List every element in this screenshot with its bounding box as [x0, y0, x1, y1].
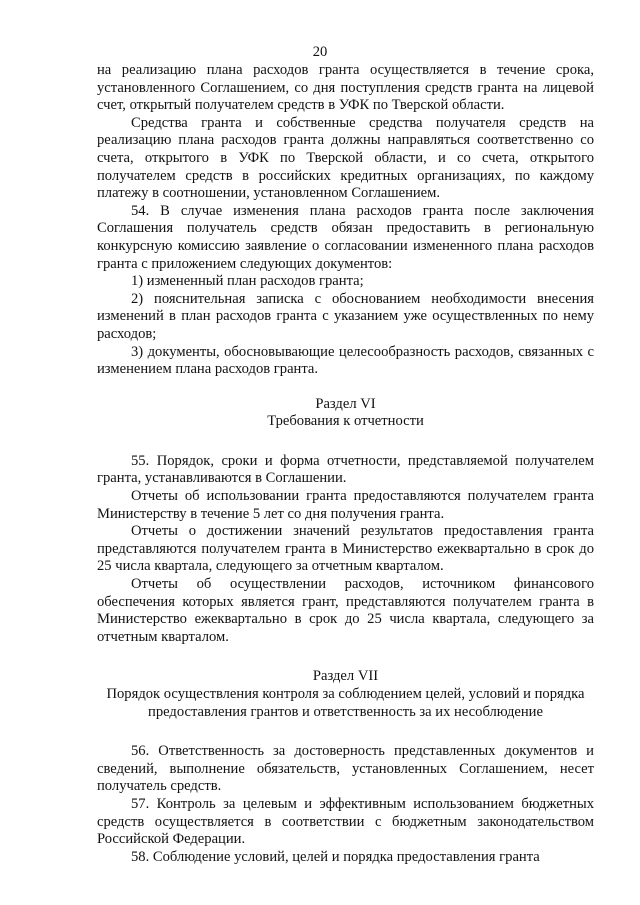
section-7-number: Раздел VII	[312, 668, 379, 685]
paragraph-item-55: 55. Порядок, сроки и форма отчетности, представляемой получателем гранта, устанавливаются в Соглашении.	[97, 452, 594, 487]
list-item-3: 3) документы, обосновывающие целесообразность расходов, связанных с изменением плана расходов гранта.	[97, 343, 594, 378]
page-body	[97, 62, 594, 866]
paragraph-item-54: 54. В случае изменения плана расходов гранта после заключения Соглашения получатель средств обязан предоставить в региональную конкурсную комиссию заявление о согласовании измененного плана расходов гранта с приложением следующих документов:	[97, 202, 594, 272]
paragraph-item-57: 57. Контроль за целевым и эффективным использованием бюджетных средств осуществляется в соответствии с бюджетным законодательством Российской Федерации.	[97, 795, 594, 848]
section-6-title: Требования к отчетности	[267, 413, 424, 430]
section-7-title-line-1: Порядок осуществления контроля за соблюдением целей, условий и порядка	[106, 686, 585, 702]
paragraph-item-58: 58. Соблюдение условий, целей и порядка предоставления гранта	[131, 848, 540, 865]
paragraph-reports-expenses: Отчеты об осуществлении расходов, источником финансового обеспечения которых является грант, представляются получателем гранта в Министерство ежеквартально в срок до 25 числа квартала, следующего за отчетным кварталом.	[97, 576, 594, 645]
paragraph-reports-usage: Отчеты об использовании гранта предоставляются получателем гранта Министерству в течение 5 лет со дня получения гранта.	[97, 488, 594, 522]
section-7-title-line-2: предоставления грантов и ответственность за их несоблюдение	[148, 703, 543, 720]
paragraph-reports-results: Отчеты о достижении значений результатов предоставления гранта представляются получателем гранта в Министерство ежеквартально в срок до 25 числа квартала, следующего за отчетным кварталом.	[97, 523, 594, 575]
list-item-1: 1) измененный план расходов гранта;	[131, 273, 364, 290]
page-number: 20	[312, 44, 328, 60]
list-item-2: 2) пояснительная записка с обоснованием необходимости внесения изменений в план расходов гранта с указанием уже осуществленных по нему расходов;	[97, 290, 594, 342]
paragraph-item-56: 56. Ответственность за достоверность представленных документов и сведений, выполнение обязательств, установленных Соглашением, несет получатель средств.	[97, 743, 594, 795]
section-6-number: Раздел VI	[315, 395, 376, 412]
paragraph-continuation: на реализацию плана расходов гранта осуществляется в течение срока, установленного Соглашением, со дня поступления средств гранта на лицевой счет, открытый получателем средств в УФК по Тверской области.	[97, 62, 594, 114]
paragraph-funds-accounts: Средства гранта и собственные средства получателя средств на реализацию плана расходов гранта должны направляться соответственно со счета, открытого в УФК по Тверской области, и со счета, открытого получателем средств в российских кредитных организациях, по каждому платежу в соотношении, установленном Соглашением.	[97, 114, 594, 202]
